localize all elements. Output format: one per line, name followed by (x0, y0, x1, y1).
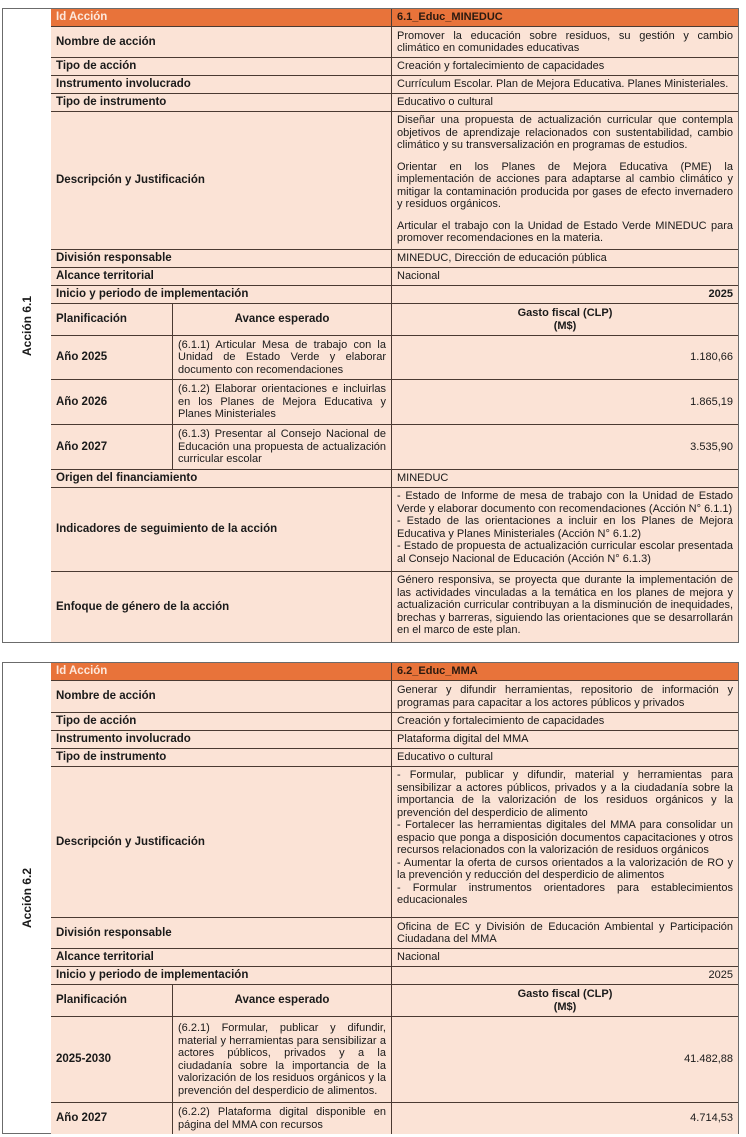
id-label: Id Acción (56, 665, 108, 678)
descripcion-line: - Formular instrumentos orientadores para establecimientos educacionales (397, 881, 733, 906)
alcance-value: Nacional (391, 268, 738, 285)
plan-avance: (6.1.3) Presentar al Consejo Nacional de Educación una propuesta de actualización curricular escolar (172, 425, 391, 469)
inicio-row (51, 286, 738, 304)
side-label-column (3, 9, 52, 642)
plan-row (51, 425, 738, 470)
id-row (51, 9, 738, 27)
plan-avance: (6.1.1) Articular Mesa de trabajo con la Unidad de Estado Verde y elaborar documento con recomendaciones (172, 336, 391, 379)
descripcion-row (51, 767, 738, 918)
plan-period: Año 2026 (56, 395, 108, 408)
inicio-label: Inicio y periodo de implementación (56, 969, 249, 982)
instrumento-value: Currículum Escolar. Plan de Mejora Educativa. Planes Ministeriales. (391, 76, 738, 93)
division-row (51, 250, 738, 268)
tipo-instrumento-value: Educativo o cultural (391, 749, 738, 766)
alcance-label: Alcance territorial (56, 270, 154, 283)
id-row (51, 663, 738, 681)
nombre-row (51, 27, 738, 58)
plan-gasto: 1.865,19 (391, 380, 738, 424)
gasto-header-line1: Gasto fiscal (CLP) (517, 307, 613, 319)
origen-label: Origen del financiamiento (56, 472, 198, 485)
instrumento-row (51, 731, 738, 749)
alcance-value: Nacional (391, 949, 738, 966)
descripcion-value (391, 767, 738, 917)
action-6-1-table (2, 8, 739, 643)
tipo-accion-label: Tipo de acción (56, 715, 137, 728)
plan-header-row (51, 304, 738, 336)
nombre-label: Nombre de acción (56, 690, 156, 703)
action-side-label: Acción 6.1 (20, 295, 34, 356)
plan-row (51, 1103, 738, 1134)
plan-gasto: 41.482,88 (391, 1017, 738, 1102)
plan-period: Año 2027 (56, 440, 108, 453)
id-label: Id Acción (56, 11, 108, 24)
division-value: Oficina de EC y División de Educación Ambiental y Participación Ciudadana del MMA (391, 918, 738, 948)
plan-avance: (6.2.2) Plataforma digital disponible en página del MMA con recursos (172, 1103, 391, 1134)
gasto-header-line2: (M$) (553, 319, 577, 332)
gasto-header-line1: Gasto fiscal (CLP) (517, 988, 613, 1000)
nombre-value: Promover la educación sobre residuos, su gestión y cambio climático en comunidades educativas (391, 27, 738, 57)
alcance-row (51, 268, 738, 286)
enfoque-row (51, 572, 738, 642)
instrumento-row (51, 76, 738, 94)
gasto-header (391, 304, 738, 335)
descripcion-line: - Formular, publicar y difundir, material y herramientas para sensibilizar a actores públicos, privados y a la ciudadanía sobre la importancia de la valorización de los residuos orgánicos y la prevención del desperdicio de alimento (397, 769, 733, 819)
plan-avance: (6.1.2) Elaborar orientaciones e incluirlas en los Planes de Mejora Educativa y Planes Ministeriales (172, 380, 391, 424)
descripcion-value (391, 112, 738, 249)
action-grid (51, 663, 738, 1133)
plan-row (51, 380, 738, 425)
instrumento-label: Instrumento involucrado (56, 733, 191, 746)
indicador-line: - Estado de propuesta de actualización curricular escolar presentada al Consejo Nacional de Educación (Acción N° 6.1.3) (397, 540, 733, 565)
descripcion-line: - Aumentar la oferta de cursos orientados a la valorización de RO y la prevención y reducción del desperdicio de alimentos (397, 856, 733, 881)
plan-gasto: 3.535,90 (391, 425, 738, 469)
action-side-label: Acción 6.2 (20, 867, 34, 929)
plan-avance: (6.2.1) Formular, publicar y difundir, material y herramientas para sensibilizar a actores públicos, privados y a la ciudadanía sobre la importancia de la valorización de los residuos orgánicos y la prevención del desperdicio de alimentos. (172, 1017, 391, 1102)
alcance-row (51, 949, 738, 967)
instrumento-value: Plataforma digital del MMA (391, 731, 738, 748)
avance-header: Avance esperado (172, 985, 391, 1016)
descripcion-label: Descripción y Justificación (56, 174, 205, 187)
indicador-line: - Estado de las orientaciones a incluir en los Planes de Mejora Educativa y Planes Ministeriales (Acción N° 6.1.2) (397, 515, 733, 540)
enfoque-label: Enfoque de género de la acción (56, 600, 230, 613)
id-value: 6.1_Educ_MINEDUC (391, 9, 738, 26)
planificacion-header: Planificación (56, 313, 127, 326)
inicio-row (51, 967, 738, 985)
plan-period: Año 2025 (56, 351, 108, 364)
plan-gasto: 4.714,53 (391, 1103, 738, 1134)
descripcion-row (51, 112, 738, 250)
tipo-accion-value: Creación y fortalecimiento de capacidades (391, 58, 738, 75)
alcance-label: Alcance territorial (56, 951, 154, 964)
instrumento-label: Instrumento involucrado (56, 78, 191, 91)
plan-gasto: 1.180,66 (391, 336, 738, 379)
gasto-header (391, 985, 738, 1016)
action-6-2-table (2, 662, 739, 1134)
indicadores-label: Indicadores de seguimiento de la acción (56, 523, 278, 536)
plan-period: Año 2027 (56, 1112, 108, 1125)
tipo-instrumento-label: Tipo de instrumento (56, 96, 167, 109)
enfoque-value: Género responsiva, se proyecta que durante la implementación de las actividades vinculadas a la temática en los planes de mejora y actualización curricular contribuyan a la disminución de inequidades, brechas y barreras, siguiendo las orientaciones que se desarrollarán en el marco de este plan. (391, 572, 738, 642)
tipo-instrumento-row (51, 94, 738, 112)
id-value: 6.2_Educ_MMA (391, 663, 738, 680)
nombre-value: Generar y difundir herramientas, repositorio de información y programas para capacitar a los actores públicos y privados (391, 681, 738, 712)
gasto-header-line2: (M$) (553, 1000, 577, 1013)
side-label-column (3, 663, 52, 1133)
indicador-line: - Estado de Informe de mesa de trabajo con la Unidad de Estado Verde y elaborar documento con recomendaciones (Acción N° 6.1.1) (397, 490, 733, 515)
indicadores-value (391, 488, 738, 571)
planificacion-header: Planificación (56, 994, 127, 1007)
plan-row (51, 336, 738, 380)
plan-header-row (51, 985, 738, 1017)
indicadores-row (51, 488, 738, 572)
origen-row (51, 470, 738, 488)
descripcion-paragraph: Orientar en los Planes de Mejora Educativa (PME) la implementación de acciones para adaptarse al cambio climático y mitigar la contaminación producida por gases de efecto invernadero y residuos orgánicos. (397, 160, 733, 210)
division-label: División responsable (56, 926, 172, 939)
tipo-accion-value: Creación y fortalecimiento de capacidades (391, 713, 738, 730)
avance-header: Avance esperado (172, 304, 391, 335)
tipo-accion-label: Tipo de acción (56, 60, 137, 73)
division-label: División responsable (56, 252, 172, 265)
plan-row (51, 1017, 738, 1103)
origen-value: MINEDUC (391, 470, 738, 487)
inicio-value: 2025 (391, 967, 738, 984)
inicio-label: Inicio y periodo de implementación (56, 288, 249, 301)
action-grid (51, 9, 738, 642)
descripcion-line: - Fortalecer las herramientas digitales del MMA para consolidar un espacio que ponga a disposición documentos capacitaciones y otros recursos relacionados con la valorización de residuos orgánicos (397, 819, 733, 856)
descripcion-label: Descripción y Justificación (56, 835, 205, 848)
division-row (51, 918, 738, 949)
descripcion-paragraph: Diseñar una propuesta de actualización curricular que contempla objetivos de aprendizaje relacionados con sustentabilidad, cambio climático y su transversalización en programas de estudios. (397, 114, 733, 151)
tipo-accion-row (51, 713, 738, 731)
descripcion-paragraph: Articular el trabajo con la Unidad de Estado Verde MINEDUC para promover recomendaciones en la materia. (397, 219, 733, 244)
tipo-instrumento-row (51, 749, 738, 767)
plan-period: 2025-2030 (56, 1053, 111, 1066)
tipo-instrumento-value: Educativo o cultural (391, 94, 738, 111)
nombre-label: Nombre de acción (56, 35, 156, 48)
tipo-accion-row (51, 58, 738, 76)
inicio-value: 2025 (391, 286, 738, 303)
tipo-instrumento-label: Tipo de instrumento (56, 751, 167, 764)
nombre-row (51, 681, 738, 713)
division-value: MINEDUC, Dirección de educación pública (391, 250, 738, 267)
